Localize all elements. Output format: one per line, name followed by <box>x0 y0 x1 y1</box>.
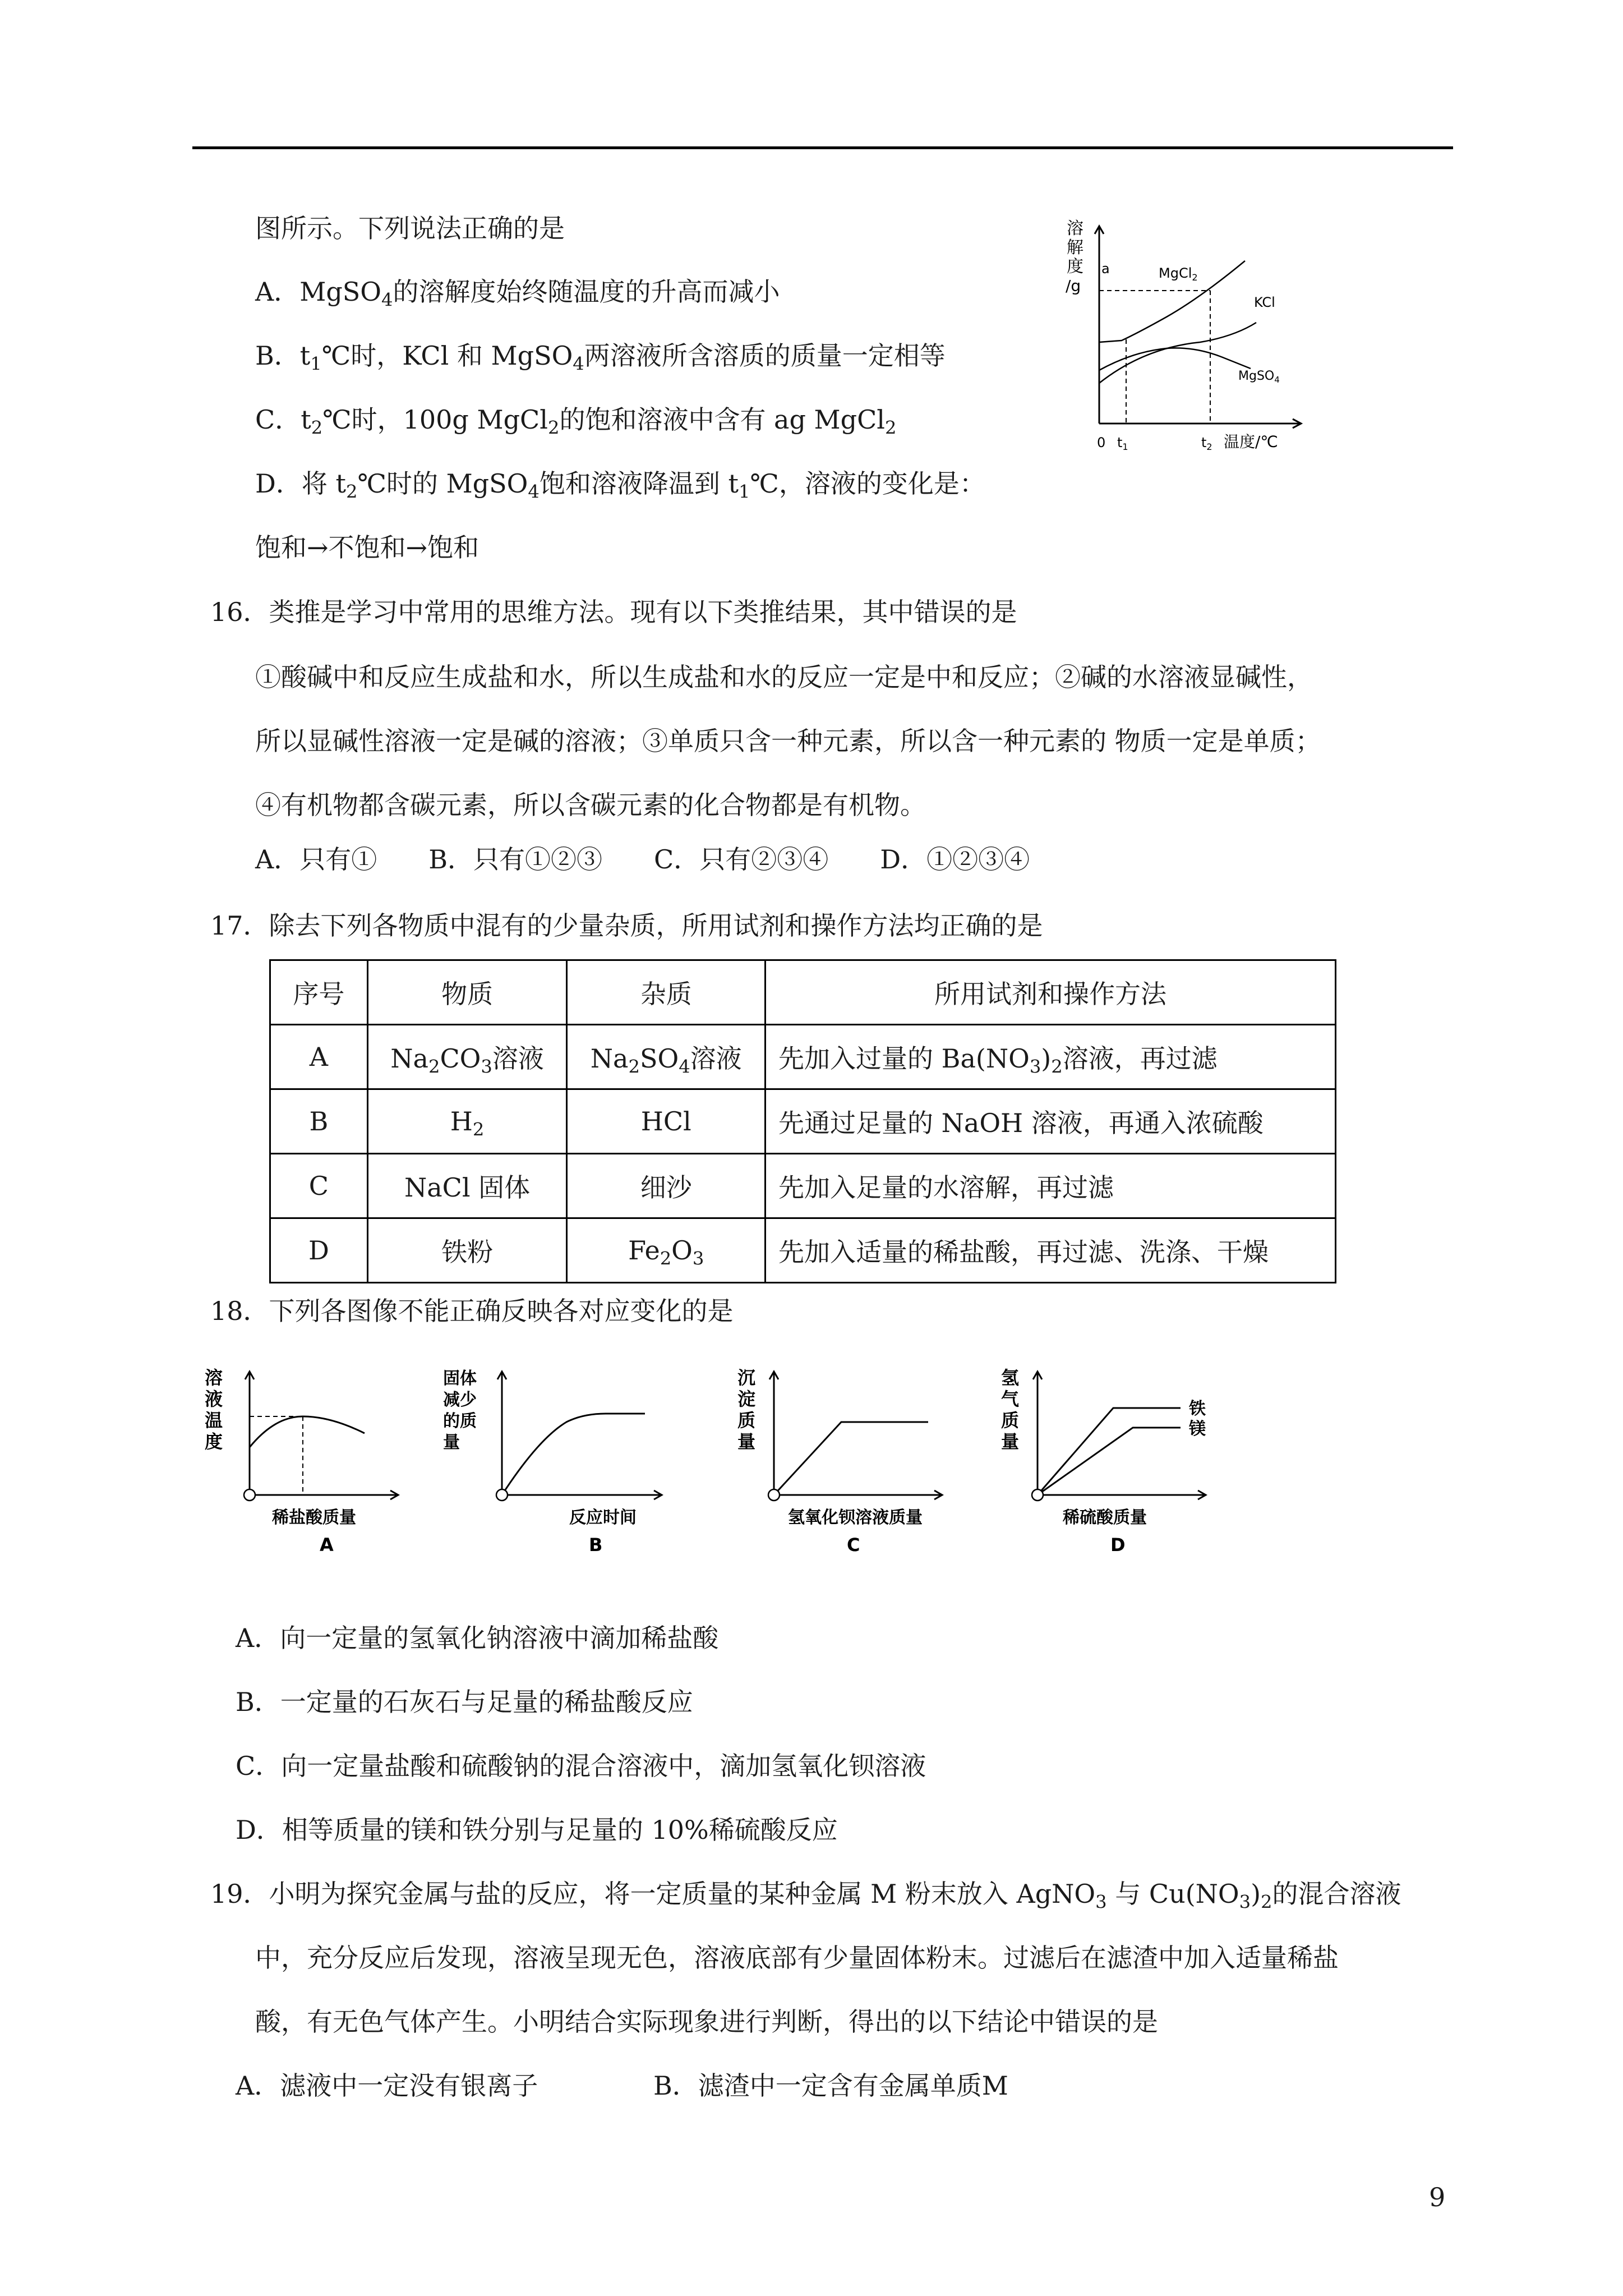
graph-c-ylabel-4: 量 <box>737 1431 756 1452</box>
curve-kcl <box>1099 323 1256 383</box>
solubility-t2-label: $t_2$ <box>1201 435 1212 452</box>
graph-b-ylabel-3: 的质 <box>443 1411 477 1431</box>
q19-line-3: 酸，有无色气体产生。小明结合实际现象进行判断，得出的以下结论中错误的是 <box>255 2007 1158 2037</box>
graph-a-ylabel-4: 度 <box>205 1431 223 1452</box>
solubility-a-label: a <box>1101 261 1110 277</box>
q17-row-c-impurity: 细沙 <box>567 1154 766 1218</box>
q17-row-a-substance: $Na_2CO_3$溶液 <box>367 1025 567 1089</box>
graph-d-label-magnesium: 镁 <box>1189 1419 1206 1439</box>
solubility-graph <box>1054 216 1312 463</box>
q18-option-c: C．向一定量盐酸和硫酸钠的混合溶液中，滴加氢氧化钡溶液 <box>236 1751 926 1781</box>
graph-c-line <box>774 1422 928 1495</box>
q16-options: A．只有① B．只有①②③ C．只有②③④ D．①②③④ <box>255 844 1030 875</box>
q15-option-c: C．$t_2℃$时，100g MgCl$_2$的饱和溶液中含有 ag MgCl$_2$ <box>255 404 897 439</box>
graph-c-letter: C <box>847 1534 860 1556</box>
q16-line-3: ④有机物都含碳元素，所以含碳元素的化合物都是有机物。 <box>255 790 926 820</box>
graph-d-xlabel: 稀硫酸质量 <box>1063 1508 1147 1527</box>
graph-b-origin <box>496 1489 508 1501</box>
page-number: 9 <box>1429 2182 1446 2212</box>
q15-option-a: A．MgSO$_4$的溶解度始终随温度的升高而减小 <box>255 277 780 311</box>
q19-option-a: A．滤液中一定没有银离子 <box>236 2070 538 2101</box>
graph-b <box>443 1369 662 1556</box>
graph-d-ylabel-2: 气 <box>1001 1388 1020 1410</box>
graph-c-xlabel: 氢氧化钡溶液质量 <box>788 1508 923 1527</box>
q17-row-a-id: A <box>270 1025 368 1089</box>
graph-b-ylabel-4: 量 <box>443 1433 460 1452</box>
graph-c-ylabel-1: 沉 <box>737 1367 756 1388</box>
graph-a-ylabel-3: 温 <box>205 1410 223 1431</box>
q18-stem: 18．下列各图像不能正确反映各对应变化的是 <box>210 1296 734 1326</box>
q17-header-row <box>270 960 1336 1025</box>
graph-d-line-iron <box>1038 1408 1181 1495</box>
solubility-ylabel-4: /g <box>1066 277 1081 295</box>
q17-row-c-id: C <box>270 1154 368 1218</box>
label-kcl: KCl <box>1254 295 1275 310</box>
graph-a-ylabel-2: 液 <box>205 1388 223 1410</box>
graph-a-curve <box>250 1416 365 1447</box>
graph-a-ylabel-1: 溶 <box>205 1367 223 1388</box>
table-row <box>270 1025 1336 1089</box>
q17-row-c-substance: NaCl 固体 <box>367 1154 567 1218</box>
q18-graphs <box>196 1360 1239 1557</box>
graph-b-xlabel: 反应时间 <box>569 1508 637 1527</box>
q17-row-c-method: 先加入足量的水溶解，再过滤 <box>766 1154 1336 1218</box>
q16-line-2: 所以显碱性溶液一定是碱的溶液；③单质只含一种元素，所以含一种元素的 物质一定是单质； <box>255 726 1321 756</box>
q17-table <box>269 959 1336 1283</box>
solubility-ylabel-2: 解 <box>1067 238 1083 257</box>
q17-header-substance: 物质 <box>367 960 567 1025</box>
q17-row-b-id: B <box>270 1089 368 1154</box>
graph-a-letter: A <box>320 1534 334 1556</box>
q16-stem: 16．类推是学习中常用的思维方法。现有以下类推结果，其中错误的是 <box>210 597 1017 627</box>
graph-d-letter: D <box>1110 1534 1126 1556</box>
graph-d-ylabel-4: 量 <box>1001 1431 1020 1452</box>
q15-option-d: D．将 $t_2℃$时的 MgSO$_4$饱和溶液降温到 $t_1℃$，溶液的变化是： <box>255 468 985 503</box>
q18-option-a: A．向一定量的氢氧化钠溶液中滴加稀盐酸 <box>236 1623 719 1653</box>
q15-option-d-continued: 饱和→不饱和→饱和 <box>255 532 479 563</box>
q18-option-d: D．相等质量的镁和铁分别与足量的 10%稀硫酸反应 <box>236 1815 838 1845</box>
q17-row-a-method: 先加入过量的 $Ba(NO_3)_2$溶液，再过滤 <box>766 1025 1336 1089</box>
graph-b-curve <box>502 1414 645 1495</box>
label-mgso4: MgSO$_4$ <box>1238 369 1280 385</box>
q17-stem: 17．除去下列各物质中混有的少量杂质，所用试剂和操作方法均正确的是 <box>210 910 1043 941</box>
q19-line-1: 19．小明为探究金属与盐的反应，将一定质量的某种金属 M 粉末放入 AgNO$_3$ 与 $Cu(NO_3)_2$的混合溶液 <box>210 1879 1401 1913</box>
q18-option-b: B．一定量的石灰石与足量的稀盐酸反应 <box>236 1687 693 1717</box>
solubility-ylabel-1: 溶 <box>1067 219 1083 238</box>
header-rule <box>192 146 1453 149</box>
graph-b-ylabel-2: 减少 <box>443 1390 477 1410</box>
q17-header-method: 所用试剂和操作方法 <box>766 960 1336 1025</box>
table-row <box>270 1218 1336 1283</box>
graph-a-xlabel: 稀盐酸质量 <box>272 1508 356 1527</box>
graph-c-origin <box>768 1489 780 1501</box>
graph-a-origin <box>244 1489 255 1501</box>
q17-row-d-substance: 铁粉 <box>367 1218 567 1283</box>
graph-d-ylabel-1: 氢 <box>1001 1367 1020 1388</box>
graph-d-origin <box>1032 1489 1043 1501</box>
q19-line-2: 中，充分反应后发现，溶液呈现无色，溶液底部有少量固体粉末。过滤后在滤渣中加入适量稀盐 <box>255 1943 1339 1973</box>
graph-d-ylabel-3: 质 <box>1001 1410 1020 1431</box>
graph-d-line-magnesium <box>1038 1428 1181 1495</box>
graph-c-ylabel-3: 质 <box>737 1410 756 1431</box>
q17-header-impurity: 杂质 <box>567 960 766 1025</box>
q17-row-b-substance: $H_2$ <box>367 1089 567 1154</box>
graph-c <box>737 1367 942 1556</box>
graph-b-letter: B <box>589 1534 603 1556</box>
graph-a <box>205 1367 398 1556</box>
q17-row-d-method: 先加入适量的稀盐酸，再过滤、洗涤、干燥 <box>766 1218 1336 1283</box>
q17-row-b-impurity: HCl <box>567 1089 766 1154</box>
q17-row-d-id: D <box>270 1218 368 1283</box>
table-row <box>270 1154 1336 1218</box>
solubility-ylabel-3: 度 <box>1067 257 1083 277</box>
q17-row-a-impurity: $Na_2SO_4$溶液 <box>567 1025 766 1089</box>
label-mgcl2: MgCl$_2$ <box>1159 265 1198 283</box>
q16-line-1: ①酸碱中和反应生成盐和水，所以生成盐和水的反应一定是中和反应；②碱的水溶液显碱性， <box>255 662 1313 692</box>
graph-c-ylabel-2: 淀 <box>737 1388 756 1410</box>
solubility-xlabel: 温度/℃ <box>1224 432 1278 451</box>
q15-intro: 图所示。下列说法正确的是 <box>255 213 565 243</box>
graph-d <box>1001 1367 1206 1556</box>
q17-row-d-impurity: $Fe_2O_3$ <box>567 1218 766 1283</box>
solubility-origin: 0 <box>1097 435 1106 450</box>
q17-row-b-method: 先通过足量的 NaOH 溶液，再通入浓硫酸 <box>766 1089 1336 1154</box>
q15-option-b: B．$t_1℃$时，KCl 和 MgSO$_4$两溶液所含溶质的质量一定相等 <box>255 341 946 375</box>
graph-d-label-iron: 铁 <box>1189 1399 1206 1419</box>
table-row <box>270 1089 1336 1154</box>
solubility-t1-label: $t_1$ <box>1117 435 1128 452</box>
graph-b-ylabel-1: 固体 <box>443 1369 477 1388</box>
q19-option-b: B．滤渣中一定含有金属单质M <box>653 2070 1008 2101</box>
q17-header-id: 序号 <box>270 960 368 1025</box>
